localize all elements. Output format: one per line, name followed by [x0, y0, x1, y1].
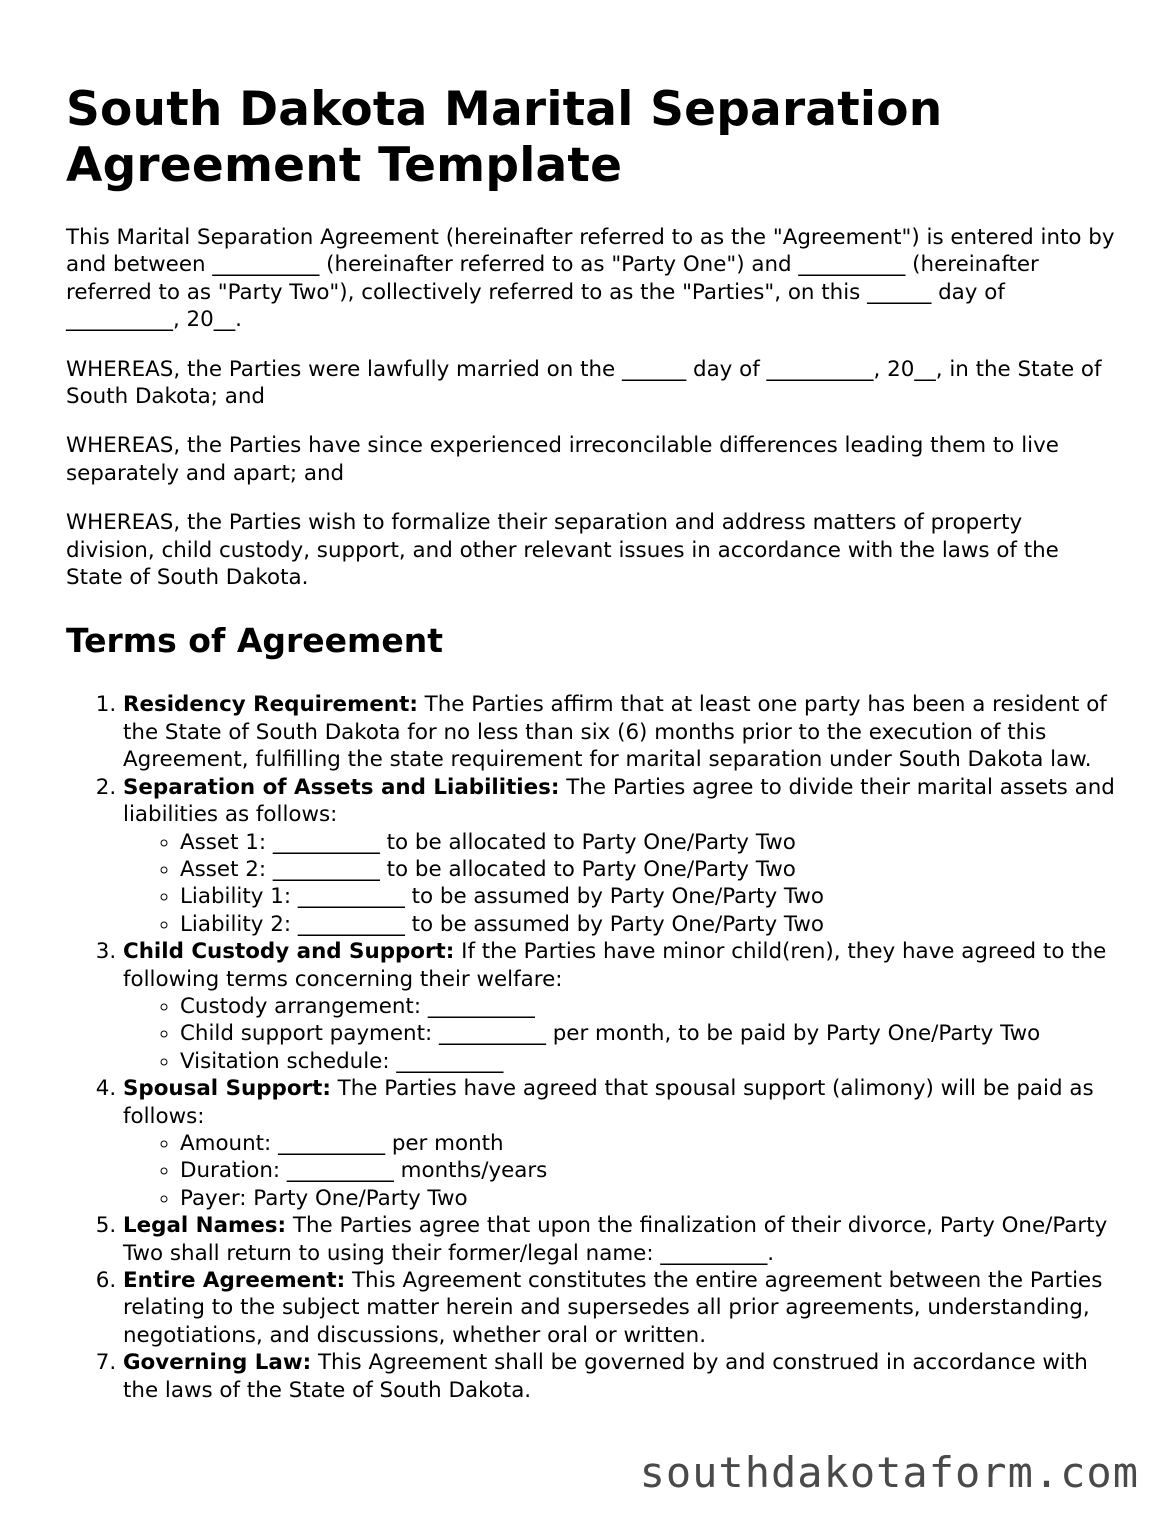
whereas-formalize-paragraph: WHEREAS, the Parties wish to formalize their separation and address matters of property division, child custody, support, and other relevant issues in accordance with the laws of the State of South Dakota.: [66, 510, 1059, 591]
sublist-item: ◦ Duration: __________ months/years: [180, 1157, 1116, 1184]
sublist-item: ◦ Child support payment: __________ per month, to be paid by Party One/Party Two: [180, 1020, 1116, 1047]
term-text: This Agreement constitutes the entire agreement between the Parties relating to the subject matter herein and supersedes all prior agreements, understanding, negotiations, and discussions, whether oral or written.: [123, 1268, 1103, 1348]
term-text: The Parties agree to divide their marital assets and liabilities as follows:: [123, 774, 1115, 828]
whereas-differences-paragraph: WHEREAS, the Parties have since experienced irreconcilable differences leading them to live separately and apart; and: [66, 433, 1059, 486]
term-text: The Parties agree that upon the finalization of their divorce, Party One/Party Two shall return to using their former/legal name: __________.: [123, 1213, 1108, 1266]
custody-sublist: [123, 993, 1116, 1075]
term-label: Entire Agreement:: [123, 1268, 346, 1293]
term-text: This Agreement shall be governed by and construed in accordance with the laws of the State of South Dakota.: [123, 1350, 1088, 1403]
intro-paragraph: This Marital Separation Agreement (hereinafter referred to as the "Agreement") is entered into by and between __________ (hereinafter referred to as "Party One") and __________ (hereinafter referred to as "Party Two"), collectively referred to as the "Parties", on this ______ day of __________, 20__.: [66, 225, 1115, 333]
term-label: Child Custody and Support:: [123, 939, 455, 965]
term-text: If the Parties have minor child(ren), they have agreed to the following terms concerning their welfare:: [123, 939, 1107, 992]
term-entire-agreement: [123, 1267, 1116, 1349]
sublist-item: ◦ Payer: Party One/Party Two: [180, 1185, 1116, 1212]
term-residency: [123, 691, 1116, 773]
term-text: The Parties have agreed that spousal support (alimony) will be paid as follows:: [123, 1076, 1094, 1129]
sublist-item: ◦ Asset 2: __________ to be allocated to Party One/Party Two: [180, 856, 1116, 883]
sublist-item: ◦ Amount: __________ per month: [180, 1130, 1116, 1157]
term-assets-liabilities: [123, 774, 1116, 938]
assets-sublist: [123, 829, 1116, 939]
sublist-item: ◦ Liability 1: __________ to be assumed by Party One/Party Two: [180, 883, 1116, 910]
term-label: Spousal Support:: [123, 1076, 331, 1102]
term-label: Legal Names:: [123, 1213, 287, 1239]
sublist-item: ◦ Visitation schedule: __________: [180, 1048, 1116, 1075]
terms-list: [66, 691, 1116, 1404]
sublist-item: ◦ Custody arrangement: __________: [180, 993, 1116, 1020]
sublist-item: ◦ Liability 2: __________ to be assumed by Party One/Party Two: [180, 911, 1116, 938]
site-watermark: southdakotaform.com: [639, 1448, 1139, 1497]
term-label: Residency Requirement:: [123, 692, 418, 718]
term-label: Separation of Assets and Liabilities:: [123, 774, 560, 800]
terms-heading: Terms of Agreement: [66, 621, 444, 661]
sublist-item: ◦ Asset 1: __________ to be allocated to Party One/Party Two: [180, 829, 1116, 856]
term-governing-law: [123, 1349, 1116, 1404]
whereas-married-paragraph: WHEREAS, the Parties were lawfully married on the ______ day of __________, 20__, in the State of South Dakota; and: [66, 356, 1102, 410]
document-page: [66, 82, 1116, 1404]
spousal-sublist: [123, 1130, 1116, 1212]
term-spousal-support: [123, 1075, 1116, 1212]
term-legal-names: [123, 1212, 1116, 1267]
term-text: The Parties affirm that at least one party has been a resident of the State of South Dakota for no less than six (6) months prior to the execution of this Agreement, fulfilling the state requirement for marital separation under South Dakota law.: [123, 692, 1107, 773]
term-child-custody: [123, 938, 1116, 1075]
document-title: South Dakota Marital Separation Agreement Template: [66, 82, 943, 193]
term-label: Governing Law:: [123, 1350, 312, 1376]
